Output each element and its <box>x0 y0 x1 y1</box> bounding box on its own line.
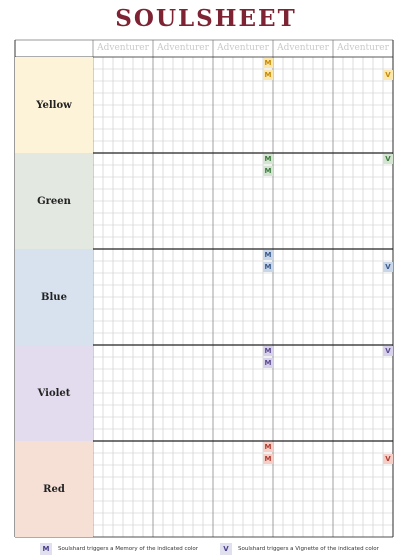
column-header-5: Adventurer <box>337 43 389 53</box>
memory-mark-green: M <box>264 167 272 175</box>
memory-mark-red: M <box>264 443 272 451</box>
memory-mark-blue: M <box>264 263 272 271</box>
memory-mark-violet: M <box>264 347 272 355</box>
memory-legend-icon: M <box>40 543 52 555</box>
memory-mark-yellow: M <box>264 71 272 79</box>
color-block-red <box>15 441 93 537</box>
memory-mark-green: M <box>264 155 272 163</box>
vignette-mark-red: V <box>383 454 393 464</box>
column-header-3: Adventurer <box>217 43 269 53</box>
color-label: Blue <box>41 291 67 303</box>
color-label: Violet <box>37 387 71 399</box>
column-header-2: Adventurer <box>157 43 209 53</box>
memory-mark-blue: M <box>264 251 272 259</box>
memory-legend-text: Soulshard triggers a Memory of the indicated color <box>58 546 198 552</box>
vignette-mark-green: V <box>383 154 393 164</box>
color-block-green <box>15 153 93 249</box>
color-block-violet <box>15 345 93 441</box>
color-block-blue <box>15 249 93 345</box>
color-label: Red <box>43 483 65 495</box>
memory-mark-violet: M <box>264 359 272 367</box>
vignette-mark-violet: V <box>383 346 393 356</box>
color-block-yellow <box>15 57 93 153</box>
legend <box>40 540 412 558</box>
vignette-legend-text: Soulshard triggers a Vignette of the indicated color <box>238 546 379 552</box>
memory-mark-red: M <box>264 455 272 463</box>
column-header-4: Adventurer <box>277 43 329 53</box>
vignette-legend-icon: V <box>220 543 232 555</box>
vignette-mark-yellow: V <box>383 70 393 80</box>
color-label: Green <box>37 195 71 207</box>
color-label: Yellow <box>36 99 72 111</box>
page-title: SOULSHEET <box>115 5 297 32</box>
column-header-1: Adventurer <box>97 43 149 53</box>
memory-mark-yellow: M <box>264 59 272 67</box>
vignette-mark-blue: V <box>383 262 393 272</box>
